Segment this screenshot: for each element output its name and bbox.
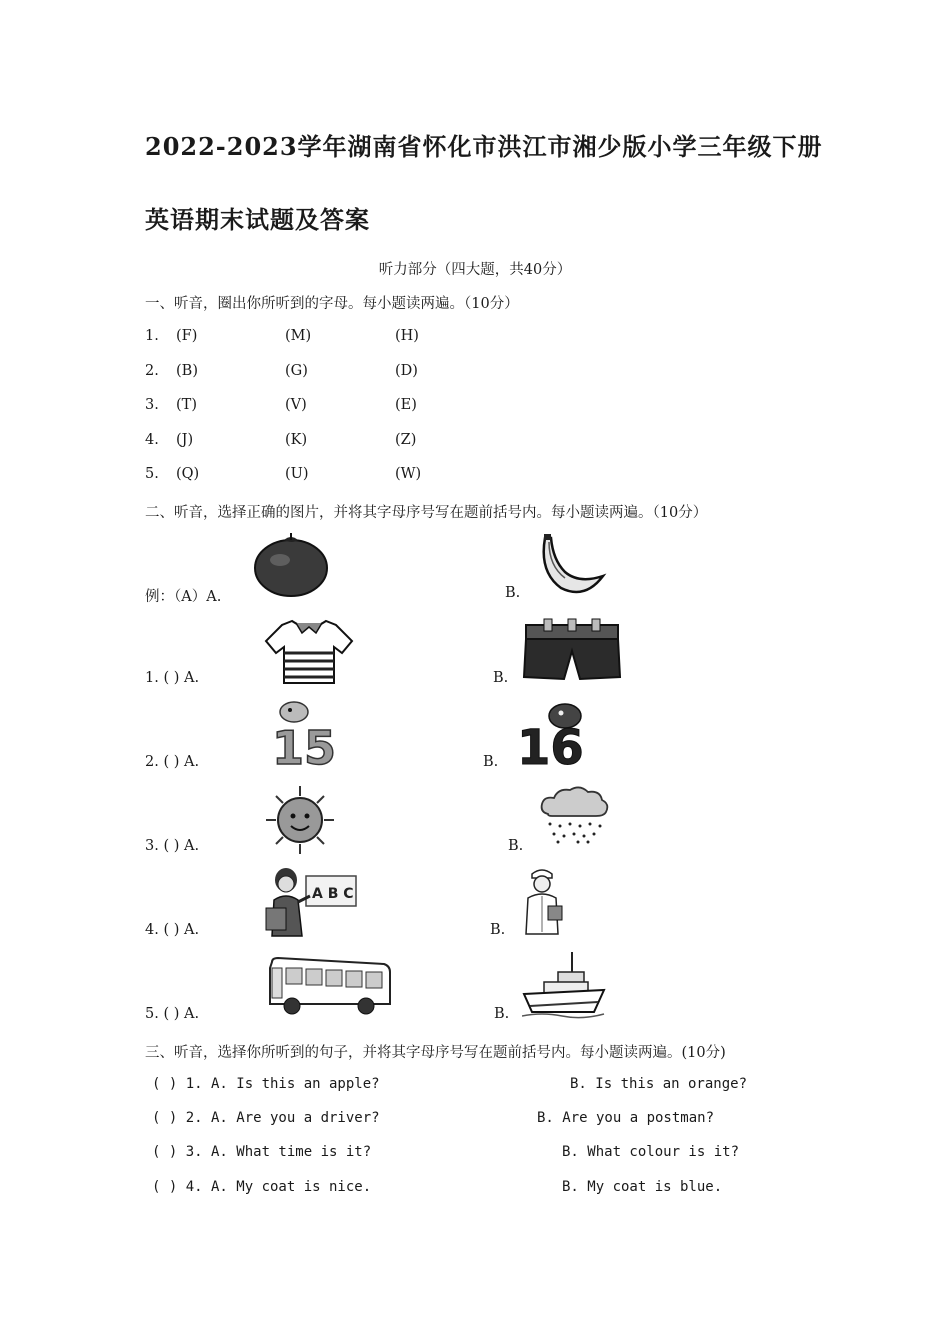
exam-title-line1: 2022-2023学年湖南省怀化市洪江市湘少版小学三年级下册 [145,132,823,161]
section3-heading: 三、听音，选择你所听到的句子，并将其字母序号写在题前括号内。每小题读两遍。(10分) [145,1045,726,1061]
listening-section-header: 听力部分（四大题，共40分） [378,262,572,278]
rain-cloud-icon[interactable] [536,784,612,846]
letter-option-a[interactable]: (B) [176,363,198,379]
letter-row-5-num: 5. [145,466,159,482]
letter-option-c[interactable]: (H) [395,328,419,344]
letter-option-c[interactable]: (Z) [395,432,417,448]
svg-text:15: 15 [272,721,337,768]
section2-heading: 二、听音，选择正确的图片，并将其字母序号写在题前括号内。每小题读两遍。（10分） [145,505,708,521]
letter-option-c[interactable]: (D) [395,363,418,379]
option-b-label: B. [494,1006,510,1022]
letter-option-b[interactable]: (U) [285,466,309,482]
sentence-option-b[interactable]: B. Are you a postman? [537,1110,715,1126]
letter-option-c[interactable]: (W) [395,466,422,482]
option-b-label: B. [508,838,524,854]
question-5-label: 5. ( ) A. [145,1006,200,1022]
letter-row-3-num: 3. [145,397,159,413]
option-b-label: B. [505,585,521,601]
letter-option-a[interactable]: (T) [176,397,197,413]
svg-text:16: 16 [517,720,584,768]
letter-row-2-num: 2. [145,363,159,379]
sentence-question-3[interactable]: ( ) 3. A. What time is it? [152,1144,372,1160]
question-3-label: 3. ( ) A. [145,838,200,854]
banana-icon[interactable] [535,532,607,596]
section1-heading: 一、听音，圈出你所听到的字母。每小题读两遍。（10分） [145,296,519,312]
question-2-label: 2. ( ) A. [145,754,200,770]
letter-option-b[interactable]: (G) [285,363,308,379]
example-label: 例：（A）A. [145,589,222,605]
letter-option-a[interactable]: (F) [176,328,198,344]
teacher-icon[interactable] [262,866,358,938]
letter-row-4-num: 4. [145,432,159,448]
letter-option-c[interactable]: (E) [395,397,417,413]
ship-icon[interactable] [522,950,606,1020]
letter-option-a[interactable]: (Q) [176,466,200,482]
sentence-option-b[interactable]: B. What colour is it? [562,1144,740,1160]
letter-row-1-num: 1. [145,328,159,344]
tomato-icon[interactable] [252,530,330,598]
doctor-icon[interactable] [518,866,568,936]
number-15-icon[interactable] [268,700,342,768]
letter-option-b[interactable]: (M) [285,328,312,344]
number-16-icon[interactable] [515,700,607,768]
sentence-option-b[interactable]: B. Is this an orange? [570,1076,748,1092]
option-b-label: B. [490,922,506,938]
sentence-option-b[interactable]: B. My coat is blue. [562,1179,723,1195]
option-b-label: B. [483,754,499,770]
question-4-label: 4. ( ) A. [145,922,200,938]
tshirt-icon[interactable] [262,617,356,687]
letter-option-b[interactable]: (V) [285,397,307,413]
letter-option-b[interactable]: (K) [285,432,308,448]
sentence-question-4[interactable]: ( ) 4. A. My coat is nice. [152,1179,372,1195]
option-b-label: B. [493,670,509,686]
svg-text:A B C: A B C [312,886,354,902]
sentence-question-1[interactable]: ( ) 1. A. Is this an apple? [152,1076,380,1092]
letter-option-a[interactable]: (J) [176,432,194,448]
exam-title-line2: 英语期末试题及答案 [145,205,370,234]
question-1-label: 1. ( ) A. [145,670,200,686]
bus-icon[interactable] [266,954,392,1018]
shorts-icon[interactable] [520,617,624,681]
sentence-question-2[interactable]: ( ) 2. A. Are you a driver? [152,1110,380,1126]
sun-icon[interactable] [264,784,336,856]
